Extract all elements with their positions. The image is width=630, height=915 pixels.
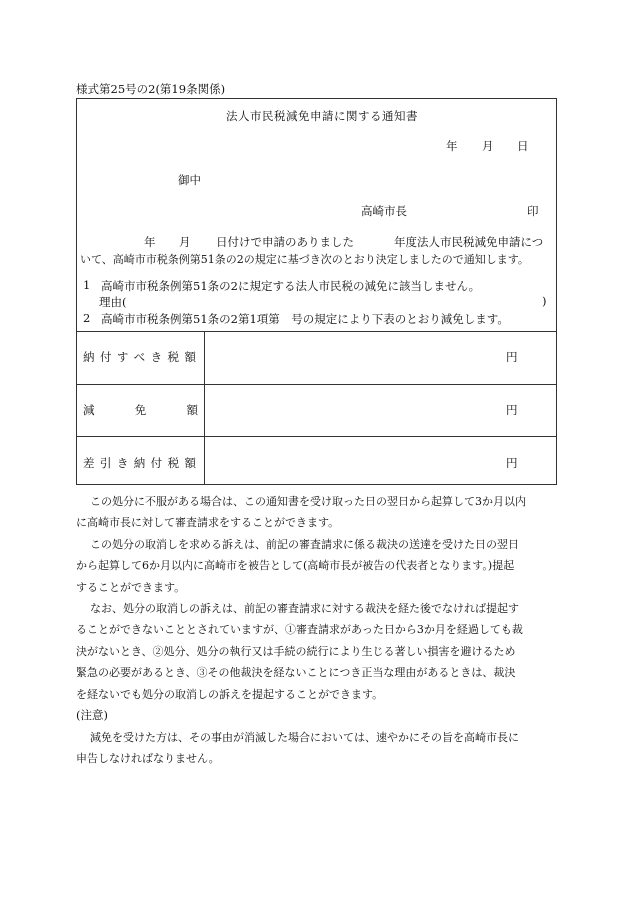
caution-heading: (注意) [76,708,108,722]
table-row-rule [76,384,557,385]
addressee-suffix: 御中 [178,173,201,187]
intro-line1-rest: 日付けで申請のありました [216,235,354,249]
table-top-rule [76,331,557,332]
table-unit-yen: 円 [506,350,518,364]
notice-p1-line2: に高崎市長に対して審査請求をすることができます。 [76,516,340,529]
notice-p3-line5: を経ないでも処分の取消しの訴えを提起することができます。 [76,688,384,701]
notice-p2-line2: から起算して6か月以内に高崎市を被告として(高崎市長が被告の代表者となります。)提起 [76,559,515,572]
reason-close: ) [542,294,547,308]
date-month: 月 [482,139,494,153]
form-label: 様式第25号の2(第19条関係) [76,82,226,96]
date-year: 年 [446,139,458,153]
date-day: 日 [517,139,529,153]
notice-p2-line1: この処分の取消しを求める訴えは、前記の審査請求に係る裁決の送達を受けた日の翌日 [90,538,519,551]
table-row-rule [76,436,557,437]
notice-p3-line3: 決がないとき、②処分、処分の執行又は手続の続行により生じる著しい損害を避けるため [76,645,516,658]
document-title: 法人市民税減免申請に関する通知書 [226,109,418,123]
notice-p3-line1: なお、処分の取消しの訴えは、前記の審査請求に対する裁決を経た後でなければ提起す [90,602,519,615]
seal-mark: 印 [527,204,539,218]
item-2-number: 2 [83,311,91,325]
item-1-number: 1 [83,278,91,292]
table-unit-yen: 円 [506,456,518,470]
intro-year: 年 [144,235,156,249]
notice-p3-line4: 緊急の必要があるとき、③その他裁決を経ないことにつき正当な理由があるときは、裁決 [76,666,516,679]
item-2-text: 高崎市市税条例第51条の2第1項第 号の規定により下表のとおり減免します。 [101,312,509,326]
table-label-exemption: 減免額 [83,403,198,417]
table-column-rule [204,331,205,485]
intro-line2: いて、高崎市市税条例第51条の2の規定に基づき次のとおり決定しましたので通知します。 [80,253,529,266]
issuer-name: 高崎市長 [361,204,407,218]
reason-open: 理由( [99,295,127,309]
intro-line1-tail: 年度法人市民税減免申請につ [394,235,544,249]
table-label-net-tax: 差引き納付税額 [83,456,198,470]
notice-p3-line2: ることができないこととされていますが、①審査請求があった日から3か月を経過しても裁 [76,623,523,636]
caution-line2: 申告しなければなりません。 [76,752,220,765]
item-1-text: 高崎市市税条例第51条の2に規定する法人市民税の減免に該当しません。 [101,279,481,293]
table-label-tax-due: 納付すべき税額 [83,350,198,364]
notice-p2-line3: することができます。 [76,581,186,594]
table-unit-yen: 円 [506,403,518,417]
caution-line1: 減免を受けた方は、その事由が消滅した場合においては、速やかにその旨を高崎市長に [90,731,519,744]
intro-month: 月 [179,235,191,249]
notice-p1-line1: この処分に不服がある場合は、この通知書を受け取った日の翌日から起算して3か月以内 [90,495,526,508]
